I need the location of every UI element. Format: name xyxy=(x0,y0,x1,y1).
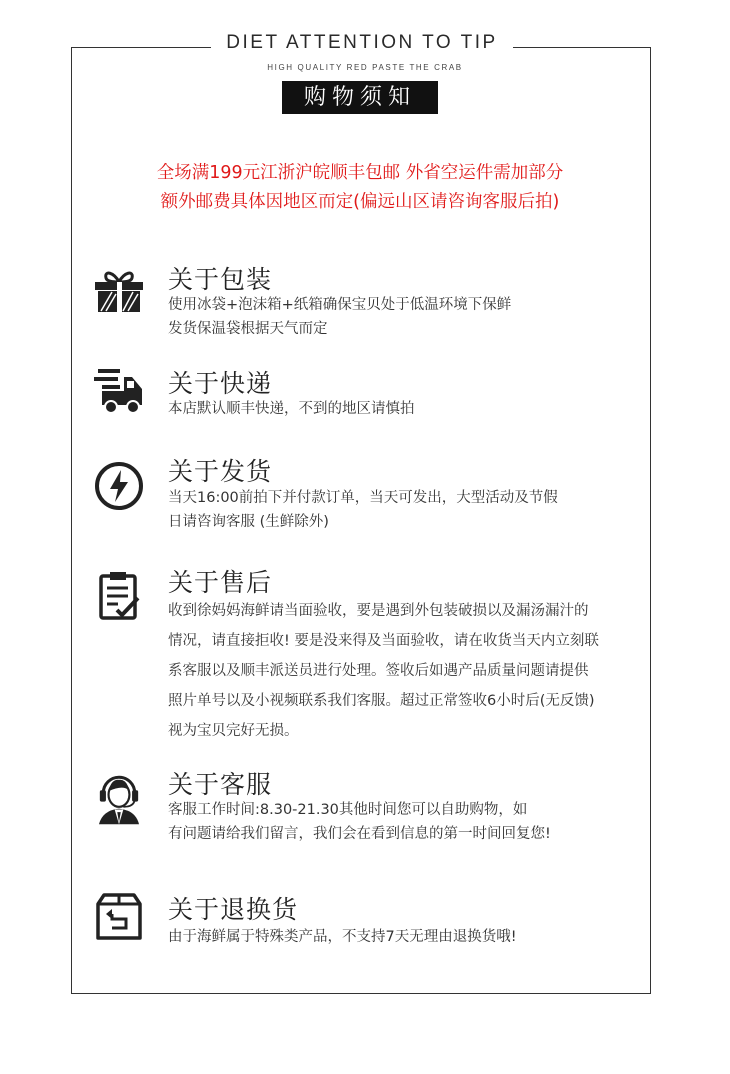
shipping-notice-line-2: 额外邮费具体因地区而定(偏远山区请咨询客服后拍) xyxy=(160,192,560,212)
section-body-customer-service xyxy=(168,798,551,846)
shipping-line: 日请咨询客服 (生鲜除外) xyxy=(168,514,329,530)
subheading-english: HIGH QUALITY RED PASTE THE CRAB xyxy=(267,63,463,72)
section-title-packaging: 关于包装 xyxy=(168,265,273,294)
heading-english: DIET ATTENTION TO TIP xyxy=(226,32,498,53)
section-body-after-sales xyxy=(168,596,599,746)
section-title-shipping: 关于发货 xyxy=(168,457,273,486)
shipping-notice-line-1: 全场满199元江浙沪皖顺丰包邮 外省空运件需加部分 xyxy=(156,163,564,183)
clipboard-check-icon xyxy=(92,570,146,624)
returns-line: 由于海鲜属于特殊类产品，不支持7天无理由退换货哦! xyxy=(168,929,517,945)
lightning-icon xyxy=(92,459,146,513)
page-title: 购物须知 xyxy=(282,81,438,114)
after-sales-line: 系客服以及顺丰派送员进行处理。签收后如遇产品质量问题请提供 xyxy=(168,663,589,679)
after-sales-line: 情况，请直接拒收! 要是没来得及当面验收，请在收货当天内立刻联 xyxy=(168,633,599,649)
after-sales-line: 视为宝贝完好无损。 xyxy=(168,723,299,739)
delivery-truck-icon xyxy=(92,363,146,417)
section-body-packaging xyxy=(168,293,511,341)
return-box-icon xyxy=(92,890,146,944)
customer-service-line: 有问题请给我们留言，我们会在看到信息的第一时间回复您! xyxy=(168,826,551,842)
customer-service-icon xyxy=(92,772,146,826)
packaging-line: 使用冰袋+泡沫箱+纸箱确保宝贝处于低温环境下保鲜 xyxy=(168,297,512,313)
shipping-line: 当天16:00前拍下并付款订单，当天可发出，大型活动及节假 xyxy=(168,490,558,506)
express-line: 本店默认顺丰快递，不到的地区请慎拍 xyxy=(168,401,415,417)
after-sales-line: 收到徐妈妈海鲜请当面验收，要是遇到外包装破损以及漏汤漏汁的 xyxy=(168,603,589,619)
section-body-express xyxy=(168,397,415,421)
section-title-returns: 关于退换货 xyxy=(168,895,299,924)
customer-service-line: 客服工作时间:8.30-21.30其他时间您可以自助购物，如 xyxy=(168,802,528,818)
section-title-express: 关于快递 xyxy=(168,369,273,398)
section-title-after-sales: 关于售后 xyxy=(168,568,273,597)
section-body-shipping xyxy=(168,486,558,534)
after-sales-line: 照片单号以及小视频联系我们客服。超过正常签收6小时后(无反馈) xyxy=(168,693,595,709)
packaging-line: 发货保温袋根据天气而定 xyxy=(168,321,328,337)
section-title-customer-service: 关于客服 xyxy=(168,770,273,799)
gift-box-icon xyxy=(92,264,146,318)
section-body-returns xyxy=(168,925,517,949)
